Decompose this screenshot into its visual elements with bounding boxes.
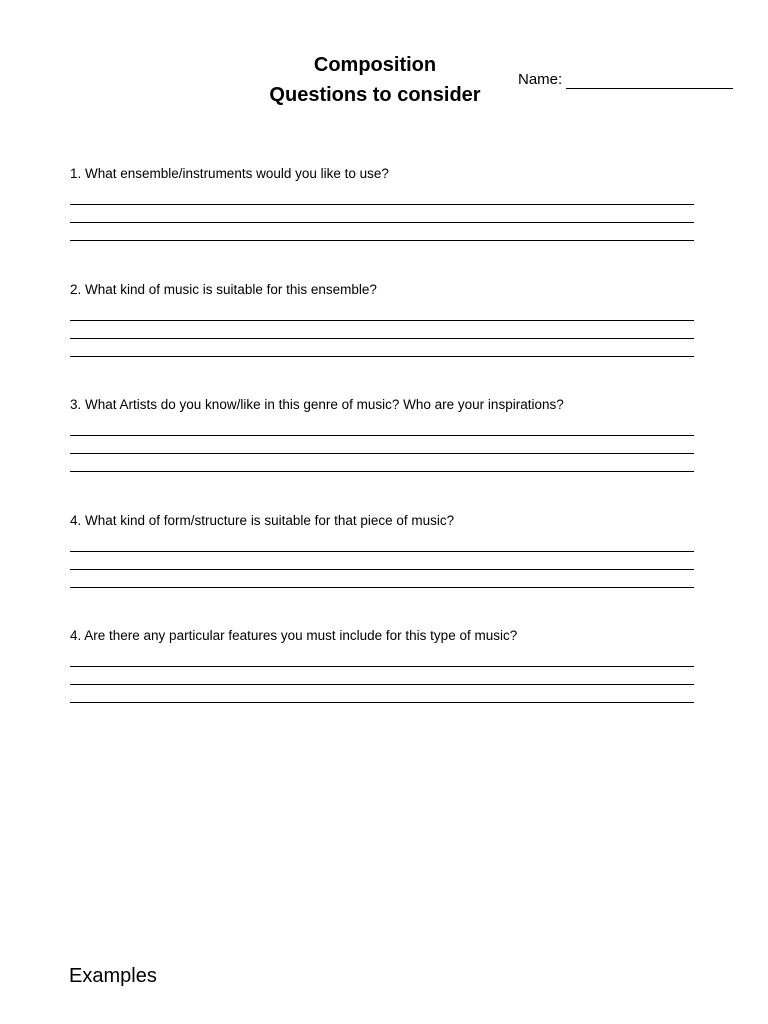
question-text: 3. What Artists do you know/like in this genre of music? Who are your inspirations? xyxy=(70,397,564,412)
answer-line[interactable] xyxy=(70,205,694,223)
answer-line[interactable] xyxy=(70,436,694,454)
answer-line[interactable] xyxy=(70,187,694,205)
answer-line[interactable] xyxy=(70,321,694,339)
answer-line[interactable] xyxy=(70,303,694,321)
name-field[interactable] xyxy=(566,88,733,89)
question-block-5 xyxy=(70,627,694,703)
question-block-1 xyxy=(70,165,694,241)
answer-line[interactable] xyxy=(70,534,694,552)
answer-line[interactable] xyxy=(70,685,694,703)
question-block-2 xyxy=(70,281,694,357)
answer-area[interactable] xyxy=(70,418,694,472)
answer-line[interactable] xyxy=(70,649,694,667)
worksheet-subtitle: Questions to consider xyxy=(269,84,481,106)
answer-line[interactable] xyxy=(70,454,694,472)
answer-line[interactable] xyxy=(70,339,694,357)
name-label: Name: xyxy=(518,71,563,88)
answer-line[interactable] xyxy=(70,570,694,588)
answer-line[interactable] xyxy=(70,552,694,570)
answer-line[interactable] xyxy=(70,418,694,436)
question-block-3 xyxy=(70,396,694,472)
answer-area[interactable] xyxy=(70,303,694,357)
question-text: 4. What kind of form/structure is suitable for that piece of music? xyxy=(70,513,455,528)
worksheet-title: Composition xyxy=(313,54,437,76)
answer-area[interactable] xyxy=(70,649,694,703)
answer-line[interactable] xyxy=(70,223,694,241)
examples-heading: Examples xyxy=(69,965,157,987)
question-text: 1. What ensemble/instruments would you like to use? xyxy=(70,166,389,181)
question-block-4 xyxy=(70,512,694,588)
answer-area[interactable] xyxy=(70,187,694,241)
answer-line[interactable] xyxy=(70,667,694,685)
question-text: 2. What kind of music is suitable for this ensemble? xyxy=(70,282,377,297)
answer-area[interactable] xyxy=(70,534,694,588)
question-text: 4. Are there any particular features you must include for this type of music? xyxy=(70,628,518,643)
